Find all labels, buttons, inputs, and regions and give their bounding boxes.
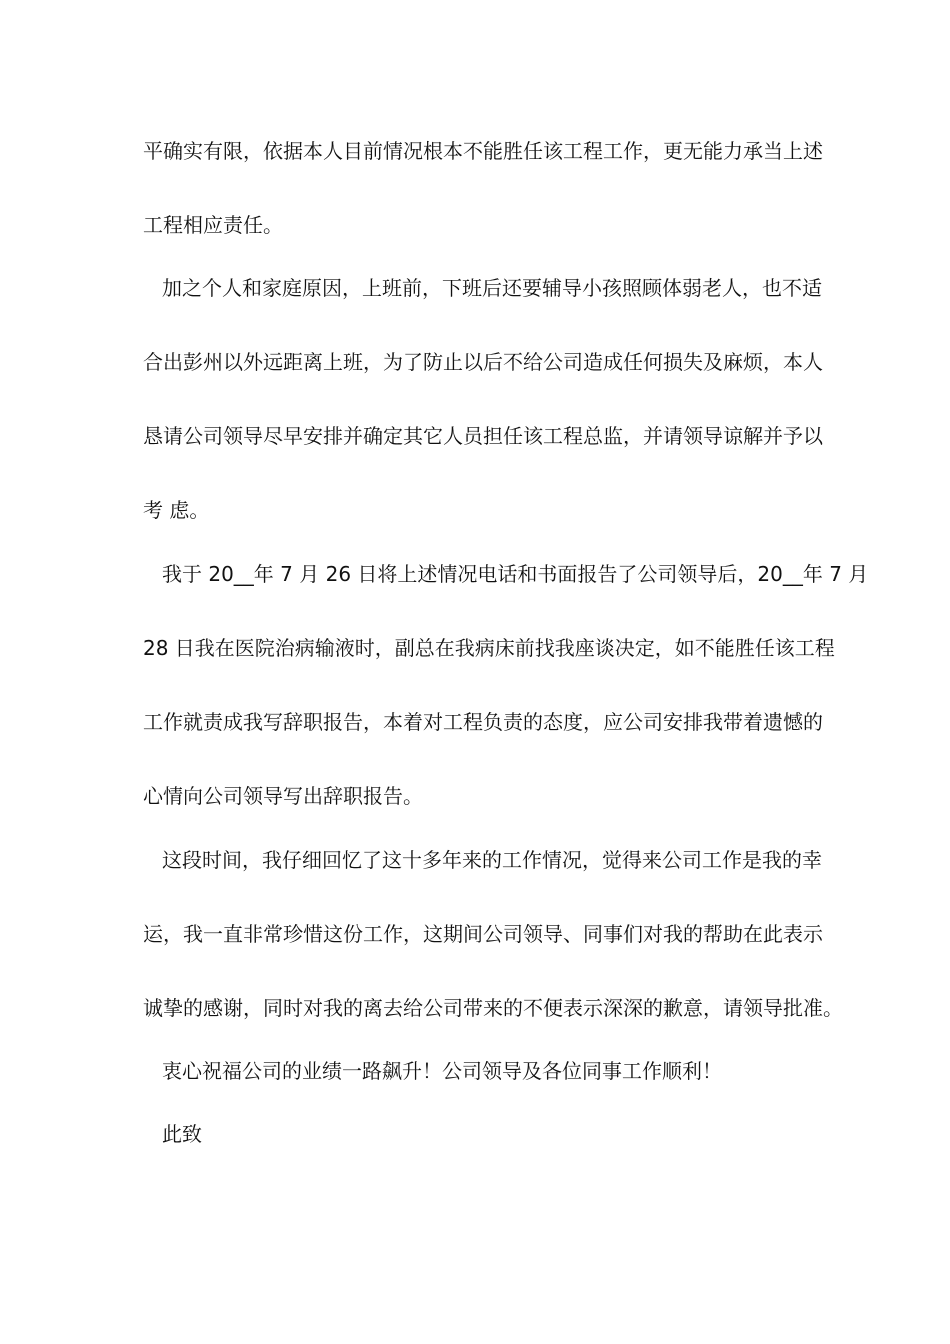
paragraph-line: 28 日我在医院治病输液时，副总在我病床前找我座谈决定，如不能胜任该工程 bbox=[143, 636, 835, 660]
paragraph-line: 诚挚的感谢，同时对我的离去给公司带来的不便表示深深的歉意，请领导批准。 bbox=[143, 996, 843, 1020]
paragraph-line: 衷心祝福公司的业绩一路飙升！公司领导及各位同事工作顺利！ bbox=[162, 1059, 722, 1083]
paragraph-line: 心情向公司领导写出辞职报告。 bbox=[143, 784, 423, 808]
paragraph-line: 平确实有限，依据本人目前情况根本不能胜任该工程工作，更无能力承当上述 bbox=[143, 139, 823, 163]
paragraph-line: 合出彭州以外远距离上班，为了防止以后不给公司造成任何损失及麻烦，本人 bbox=[143, 350, 823, 374]
paragraph-line: 恳请公司领导尽早安排并确定其它人员担任该工程总监，并请领导谅解并予以 bbox=[143, 424, 823, 448]
paragraph-line: 工程相应责任。 bbox=[143, 213, 283, 237]
paragraph-line: 考 虑。 bbox=[143, 498, 210, 522]
paragraph-line: 我于 20__年 7 月 26 日将上述情况电话和书面报告了公司领导后，20__年 7 月 bbox=[162, 562, 869, 586]
paragraph-line: 工作就责成我写辞职报告，本着对工程负责的态度，应公司安排我带着遗憾的 bbox=[143, 710, 823, 734]
closing-salutation: 此致 bbox=[162, 1122, 202, 1146]
paragraph-line: 加之个人和家庭原因，上班前，下班后还要辅导小孩照顾体弱老人，也不适 bbox=[162, 276, 822, 300]
paragraph-line: 这段时间，我仔细回忆了这十多年来的工作情况，觉得来公司工作是我的幸 bbox=[162, 848, 822, 872]
paragraph-line: 运，我一直非常珍惜这份工作，这期间公司领导、同事们对我的帮助在此表示 bbox=[143, 922, 823, 946]
